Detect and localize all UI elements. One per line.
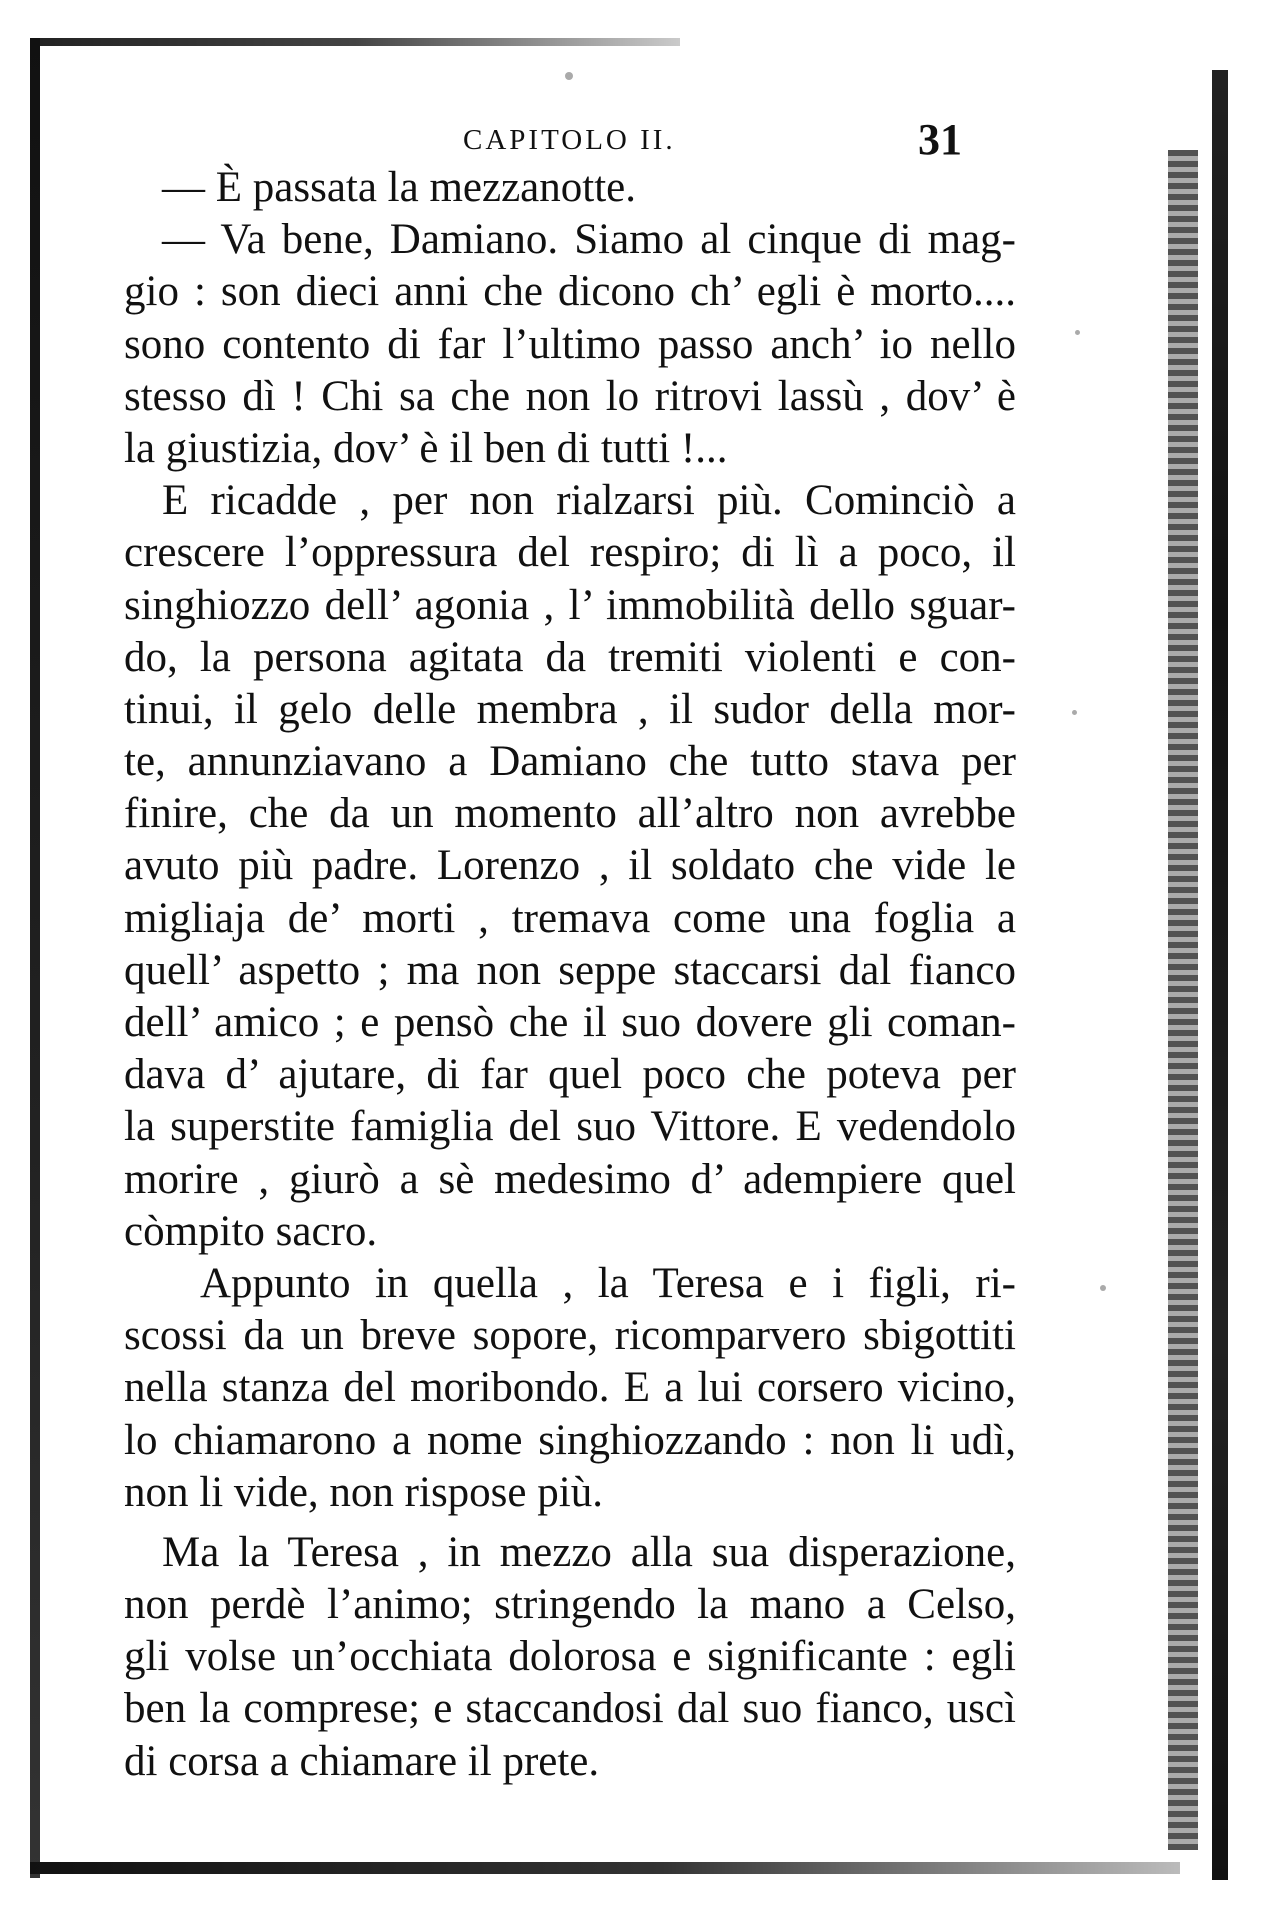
scan-border-bottom [30,1862,1180,1874]
text-line: tinui, il gelo delle membra , il sudor della mor- [124,685,1016,733]
text-line: non li vide, non rispose più. [124,1468,603,1516]
scan-speckle [565,72,573,80]
scan-border-left [30,38,40,1878]
text-line: di corsa a chiamare il prete. [124,1737,600,1785]
text-line: scossi da un breve sopore, ricomparvero sbigottiti [124,1312,1016,1360]
text-line: non perdè l’animo; stringendo la mano a Celso, [124,1581,1016,1629]
scan-binding-shadow [1168,150,1198,1850]
scan-speckle [1072,710,1077,715]
text-line: crescere l’oppressura del respiro; di lì a poco, il [124,529,1016,577]
text-line: stesso dì ! Chi sa che non lo ritrovi lassù , dov’ è [124,372,1016,420]
text-line: singhiozzo dell’ agonia , l’ immobilità dello sguar- [124,581,1016,629]
running-head: CAPITOLO II. [463,124,676,156]
scan-border-right [1212,70,1228,1880]
scan-speckle [1100,1285,1106,1291]
text-line: gli volse un’occhiata dolorosa e significante : egli [124,1633,1016,1681]
text-line: còmpito sacro. [124,1207,378,1255]
page-number: 31 [918,115,962,164]
text-line: finire, che da un momento all’altro non avrebbe [124,790,1016,838]
text-line: dava d’ ajutare, di far quel poco che poteva per [124,1051,1016,1099]
text-line: gio : son dieci anni che dicono ch’ egli è morto.... [124,268,1016,316]
scan-border-top [30,38,680,46]
text-line: — È passata la mezzanotte. [162,164,636,211]
text-line: quell’ aspetto ; ma non seppe staccarsi dal fianco [124,946,1016,994]
text-line: dell’ amico ; e pensò che il suo dovere gli coman- [124,999,1016,1046]
text-line: lo chiamarono a nome singhiozzando : non li udì, [124,1416,1016,1464]
body-text [124,162,1016,1788]
text-line: te, annunziavano a Damiano che tutto stava per [124,738,1016,786]
scan-speckle [1075,330,1080,335]
text-line: Ma la Teresa , in mezzo alla sua disperazione, [162,1528,1016,1576]
text-line: — Va bene, Damiano. Siamo al cinque di mag- [162,216,1016,264]
text-line: la giustizia, dov’ è il ben di tutti !... [124,424,728,472]
text-line: Appunto in quella , la Teresa e i figli, ri- [200,1259,1016,1307]
text-line: la superstite famiglia del suo Vittore. E vedendolo [124,1103,1016,1151]
text-line: migliaja de’ morti , tremava come una foglia a [124,894,1016,942]
text-line: sono contento di far l’ultimo passo anch’ io nello [124,320,1016,368]
paragraph-gap [124,1519,1016,1527]
text-line: morire , giurò a sè medesimo d’ adempiere quel [124,1155,1016,1203]
text-line: nella stanza del moribondo. E a lui corsero vicino, [124,1364,1016,1412]
text-line: avuto più padre. Lorenzo , il soldato che vide le [124,842,1016,890]
text-line: do, la persona agitata da tremiti violenti e con- [124,633,1016,681]
text-line: E ricadde , per non rialzarsi più. Cominciò a [162,477,1016,525]
text-line: ben la comprese; e staccandosi dal suo fianco, uscì [124,1685,1016,1733]
